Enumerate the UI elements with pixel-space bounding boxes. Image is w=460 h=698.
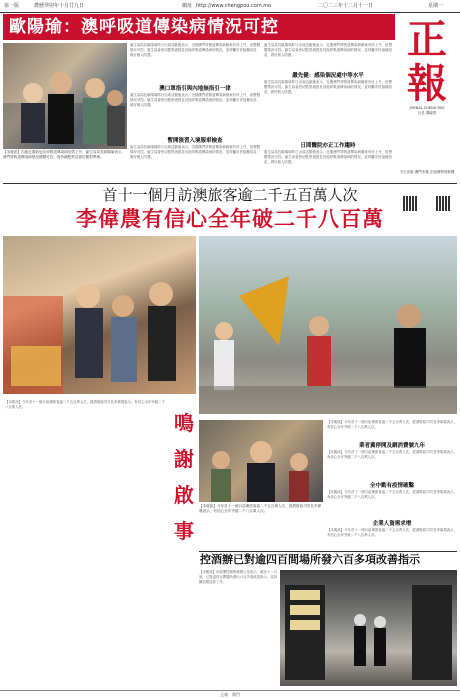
feature-caption: 【本報訊】今年首十一個月訪澳旅客逾二千五百萬人次，經濟財政司司長李偉農表示，有信心全年突破二千八百萬人次。 bbox=[199, 504, 322, 513]
site-url[interactable]: http://www.chengpou.com.mo bbox=[196, 3, 272, 9]
feature-headline-main: 李偉農有信心全年破二千八百萬 bbox=[76, 207, 384, 231]
thanks-char: 事 bbox=[174, 519, 194, 543]
lunar-date: 農曆癸卯年十月廿九日 bbox=[34, 3, 85, 9]
side-body-2: 【本報訊】今年首十一個月訪澳旅客逾二千五百萬人次，經濟財政司司長李偉農表示，有信心全年突破二千八百萬人次。 bbox=[327, 450, 457, 459]
feature-body: 【本報訊】今年首十一個月訪澳旅客逾二千五百萬人次，經濟財政司司長李偉農表示，有信心全年突破二千八百萬人次。 bbox=[5, 400, 165, 409]
lead-photo-caption: 【本報訊】內地近期新冠及呼吸道傳染病疫情上升，衞生局局長歐陽瑜表示，澳門呼吸道傳染病情況總體可控，會持續監察及做好應對準備。 bbox=[3, 150, 126, 159]
lead-body-col1: 衞生局局長歐陽瑜昨日出席活動後表示，近期澳門呼吸道傳染病個案有所上升，但整體情況可控。衞生局會密切監察流感及其他呼吸道傳染病的情況，並呼籲市民接種疫苗，做好個人防護。 bbox=[130, 43, 260, 57]
side-subhead-2: 全中勤有疫情確鑿 bbox=[369, 483, 414, 489]
tour-photo bbox=[199, 420, 323, 502]
lead-subhead-1: 澳口罩指引與內地無指引一律 bbox=[159, 86, 231, 92]
masthead bbox=[398, 18, 456, 138]
market-visit-illustration bbox=[3, 236, 196, 394]
officials-illustration bbox=[199, 420, 323, 502]
masthead-english: JORNAL CHENG PAO bbox=[409, 106, 445, 110]
masthead-slogan: 今天出版 澳門本報 正版號特別新聞 bbox=[399, 170, 455, 174]
url-label: 網址 bbox=[182, 3, 193, 9]
bottom-headline: 控酒辦已對逾四百間場所發六百多項改善指示 bbox=[200, 553, 420, 566]
masthead-char-1: 正 bbox=[407, 16, 447, 63]
lead-subhead-3: 暫開演習入境服車檢查 bbox=[167, 138, 223, 144]
bottom-body: 【本報訊】市政署控制吸煙辦公室表示，截至十一月底，已對逾四百間場所發出六百多項改善指示，並持續加強巡查工作。 bbox=[199, 570, 277, 584]
top-bar bbox=[0, 0, 460, 13]
side-body-3: 【本報訊】今年首十一個月訪澳旅客逾二千五百萬人次，經濟財政司司長李偉農表示，有信心全年突破二千八百萬人次。 bbox=[327, 490, 457, 499]
thanks-char: 啟 bbox=[174, 483, 194, 507]
weekday: 星期一 bbox=[428, 3, 444, 9]
lead-subhead-4: 日間醫院亦正工作趨時 bbox=[300, 143, 356, 149]
lead-body-col3: 衞生局局長歐陽瑜昨日出席活動後表示，近期澳門呼吸道傳染病個案有所上升，但整體情況可控。衞生局會密切監察流感及其他呼吸道傳染病的情況，並呼籲市民接種疫苗，做好個人防護。 bbox=[130, 145, 260, 159]
thanks-char: 謝 bbox=[174, 447, 194, 471]
thanks-banner bbox=[170, 405, 198, 585]
shop-interior-illustration bbox=[280, 570, 457, 686]
masthead-subtitle: 社長 譚燦榮 bbox=[417, 111, 437, 115]
masthead-char-2: 報 bbox=[407, 60, 447, 107]
bottom-photo bbox=[280, 570, 457, 686]
lead-body-col2: 衞生局局長歐陽瑜昨日出席活動後表示，近期澳門呼吸道傳染病個案有所上升，但整體情況可控。衞生局會密切監察流感及其他呼吸道傳染病的情況，並呼籲市民接種疫苗，做好個人防護。 bbox=[130, 93, 260, 107]
footer: 正報 · 澳門 bbox=[0, 690, 460, 698]
lead-subhead-2: 嚴先健：感染個況處中等水平 bbox=[292, 73, 364, 79]
issue-date: 二〇二三年十二月十一日 bbox=[318, 3, 374, 9]
lead-body-col6: 衞生局局長歐陽瑜昨日出席活動後表示，近期澳門呼吸道傳染病個案有所上升，但整體情況可控。衞生局會密切監察流感及其他呼吸道傳染病的情況，並呼籲市民接種疫苗，做好個人防護。 bbox=[264, 150, 392, 164]
lead-body-col4: 衞生局局長歐陽瑜昨日出席活動後表示，近期澳門呼吸道傳染病個案有所上升，但整體情況可控。衞生局會密切監察流感及其他呼吸道傳染病的情況，並呼籲市民接種疫苗，做好個人防護。 bbox=[264, 43, 392, 57]
lead-body-col5: 衞生局局長歐陽瑜昨日出席活動後表示，近期澳門呼吸道傳染病個案有所上升，但整體情況可控。衞生局會密切監察流感及其他呼吸道傳染病的情況，並呼籲市民接種疫苗，做好個人防護。 bbox=[264, 80, 392, 94]
lead-photo bbox=[3, 43, 127, 149]
feature-photo-right bbox=[199, 236, 457, 414]
side-body-4: 【本報訊】今年首十一個月訪澳旅客逾二千五百萬人次，經濟財政司司長李偉農表示，有信心全年突破二千八百萬人次。 bbox=[327, 528, 457, 537]
feature-headline-top: 首十一個月訪澳旅客逾二千五百萬人次 bbox=[102, 186, 358, 204]
parade-illustration bbox=[199, 236, 457, 414]
thanks-char: 鳴 bbox=[174, 411, 194, 435]
side-subhead-1: 業者冀停開及網消費號九年 bbox=[358, 443, 425, 449]
divider bbox=[3, 183, 457, 184]
page-number: 第一版 bbox=[4, 3, 20, 9]
side-subhead-3: 企業人資需求增 bbox=[372, 521, 412, 527]
divider bbox=[199, 551, 457, 552]
lead-headline: 歐陽瑜：澳呼吸道傳染病情況可控 bbox=[3, 14, 395, 40]
side-body-1: 【本報訊】今年首十一個月訪澳旅客逾二千五百萬人次，經濟財政司司長李偉農表示，有信心全年突破二千八百萬人次。 bbox=[327, 420, 457, 429]
crowd-photo-illustration bbox=[3, 43, 127, 149]
feature-photo-left bbox=[3, 236, 196, 394]
